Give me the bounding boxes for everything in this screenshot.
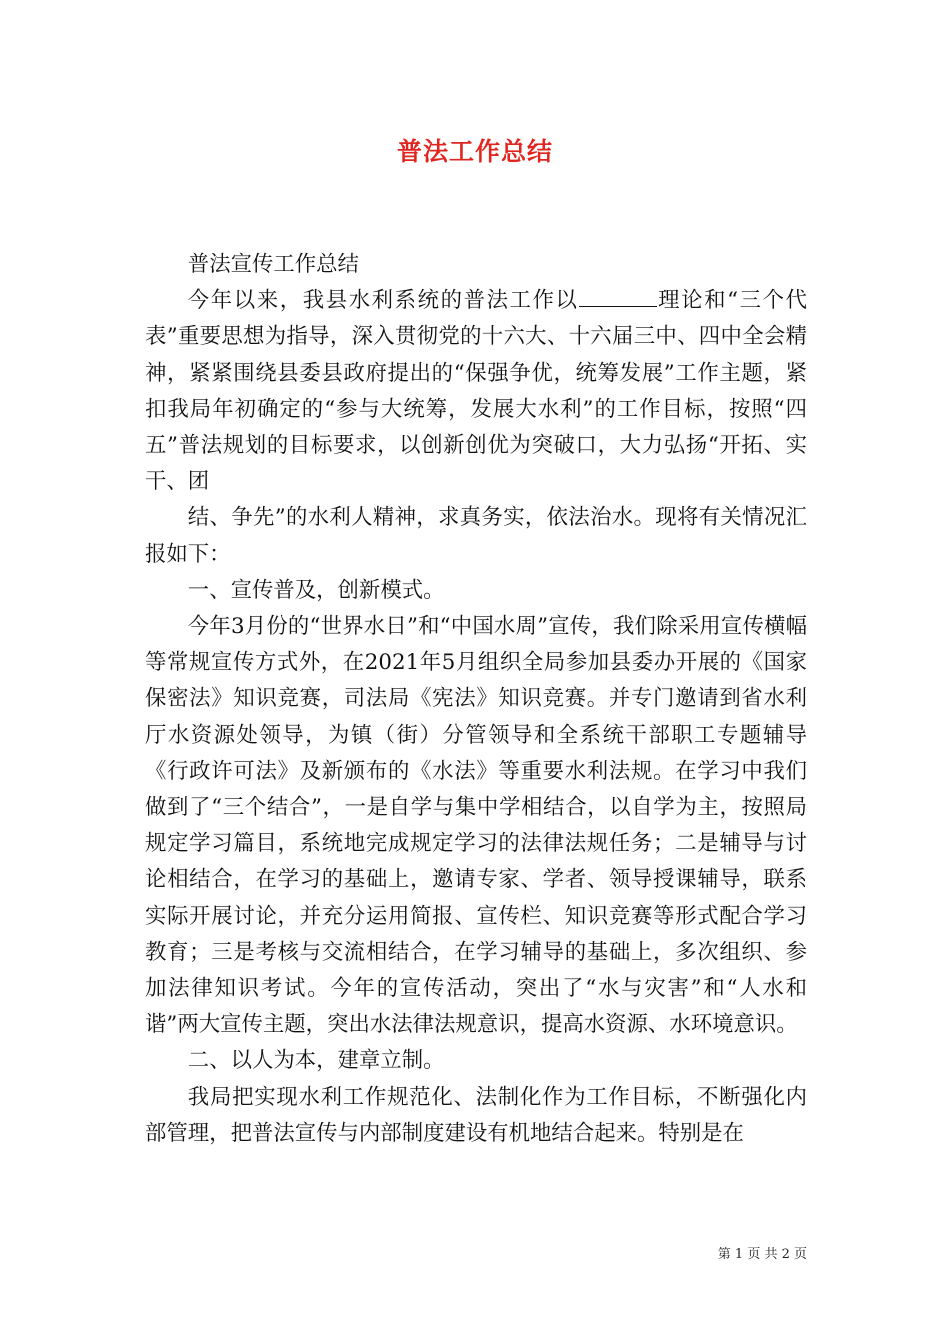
section-heading-2: 二、以人为本，建章立制。 [187,1048,445,1074]
paragraph-intro-start: 今年以来，我县水利系统的普法工作以 [187,288,579,314]
document-body [145,247,807,1152]
section-heading-1: 一、宣传普及，创新模式。 [187,577,445,603]
document-title: 普法工作总结 [396,137,553,166]
blank-underline [579,288,657,307]
paragraph-intro-end: 理论和“三个代表”重要思想为指导，深入贯彻党的十六大、十六届三中、四中全会精神，紧紧围绕县委县政府提出的“保强争优，统筹发展”工作主题，紧扣我局年初确定的“参与大统筹，发展大水利”的工作目标，按照“四五”普法规划的目标要求，以创新创优为突破口，大力弘扬“开拓、实干、团 [145,288,807,495]
paragraph-continuation: 结、争先”的水利人精神，求真务实，依法治水。现将有关情况汇报如下： [145,505,807,567]
paragraph-publicity: 今年3月份的“世界水日”和“中国水周”宣传，我们除采用宣传横幅等常规宣传方式外，在2021年5月组织全局参加县委办开展的《国家保密法》知识竞赛，司法局《宪法》知识竞赛。并专门邀请到省水利厅水资源处领导，为镇（街）分管领导和全系统干部职工专题辅导《行政许可法》及新颁布的《水法》等重要水利法规。在学习中我们做到了“三个结合”，一是自学与集中学相结合，以自学为主，按照局规定学习篇目，系统地完成规定学习的法律法规任务；二是辅导与讨论相结合，在学习的基础上，邀请专家、学者、领导授课辅导，联系实际开展讨论，并充分运用简报、宣传栏、知识竞赛等形式配合学习教育；三是考核与交流相结合，在学习辅导的基础上，多次组织、参加法律知识考试。今年的宣传活动，突出了“水与灾害”和“人水和谐”两大宣传主题，突出水法律法规意识，提高水资源、水环境意识。 [145,614,807,1038]
page-number: 第 1 页 共 2 页 [717,1247,807,1262]
paragraph-management: 我局把实现水利工作规范化、法制化作为工作目标，不断强化内部管理，把普法宣传与内部制度建设有机地结合起来。特别是在 [145,1084,807,1146]
subtitle: 普法宣传工作总结 [187,252,359,277]
paragraph-intro [145,283,807,500]
